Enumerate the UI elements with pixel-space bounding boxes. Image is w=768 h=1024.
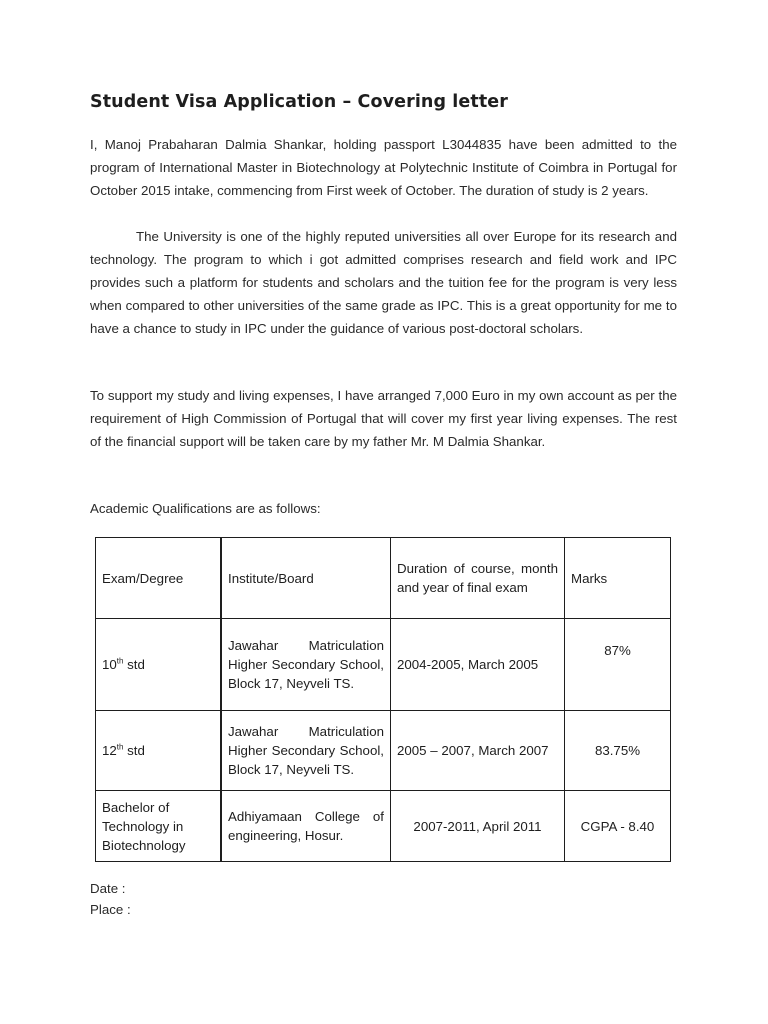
cell-duration: 2007-2011, April 2011 xyxy=(391,791,565,862)
exam-superscript: th xyxy=(116,656,124,666)
exam-number: 12 xyxy=(102,743,117,758)
cell-marks: CGPA - 8.40 xyxy=(565,791,671,862)
exam-suffix: std xyxy=(123,657,145,672)
exam-number: 10 xyxy=(102,657,117,672)
exam-superscript: th xyxy=(116,742,124,752)
exam-suffix: std xyxy=(123,743,145,758)
cell-exam xyxy=(96,711,222,791)
qualifications-table xyxy=(95,537,671,862)
cell-duration: 2005 – 2007, March 2007 xyxy=(391,711,565,791)
paragraph-admission: I, Manoj Prabaharan Dalmia Shankar, holding passport L3044835 have been admitted to the program of International Master in Biotechnology at Polytechnic Institute of Coimbra in Portugal for October 2015 intake, commencing from First week of October. The duration of study is 2 years. xyxy=(90,137,677,198)
cell-duration: 2004-2005, March 2005 xyxy=(391,619,565,711)
table-row xyxy=(96,711,671,791)
cell-exam xyxy=(96,619,222,711)
table-row xyxy=(96,619,671,711)
date-label: Date : xyxy=(90,881,126,896)
cell-marks: 83.75% xyxy=(565,711,671,791)
header-institute: Institute/Board xyxy=(221,538,391,619)
cell-institute: Adhiyamaan College of engineering, Hosur. xyxy=(221,791,391,862)
header-duration: Duration of course, month and year of final exam xyxy=(391,538,565,619)
cell-institute: Jawahar Matriculation Higher Secondary School, Block 17, Neyveli TS. xyxy=(221,711,391,791)
document-title: Student Visa Application – Covering letter xyxy=(90,92,508,112)
cell-marks: 87% xyxy=(565,619,671,711)
table-header-row xyxy=(96,538,671,619)
qualifications-intro: Academic Qualifications are as follows: xyxy=(90,501,321,516)
table-row xyxy=(96,791,671,862)
paragraph-university: The University is one of the highly reputed universities all over Europe for its research and technology. The program to which i got admitted comprises research and field work and IPC provides such a platform for students and scholars and the tuition fee for the program is very less when compared to other universities of the same grade as IPC. This is a great opportunity for me to have a chance to study in IPC under the guidance of various post-doctoral scholars. xyxy=(90,229,677,336)
header-marks: Marks xyxy=(565,538,671,619)
cell-exam: Bachelor of Technology in Biotechnology xyxy=(96,791,222,862)
paragraph-finances: To support my study and living expenses, I have arranged 7,000 Euro in my own account as per the requirement of High Commission of Portugal that will cover my first year living expenses. The rest of the financial support will be taken care by my father Mr. M Dalmia Shankar. xyxy=(90,388,677,449)
place-label: Place : xyxy=(90,902,131,917)
header-exam: Exam/Degree xyxy=(96,538,222,619)
cell-institute: Jawahar Matriculation Higher Secondary School, Block 17, Neyveli TS. xyxy=(221,619,391,711)
